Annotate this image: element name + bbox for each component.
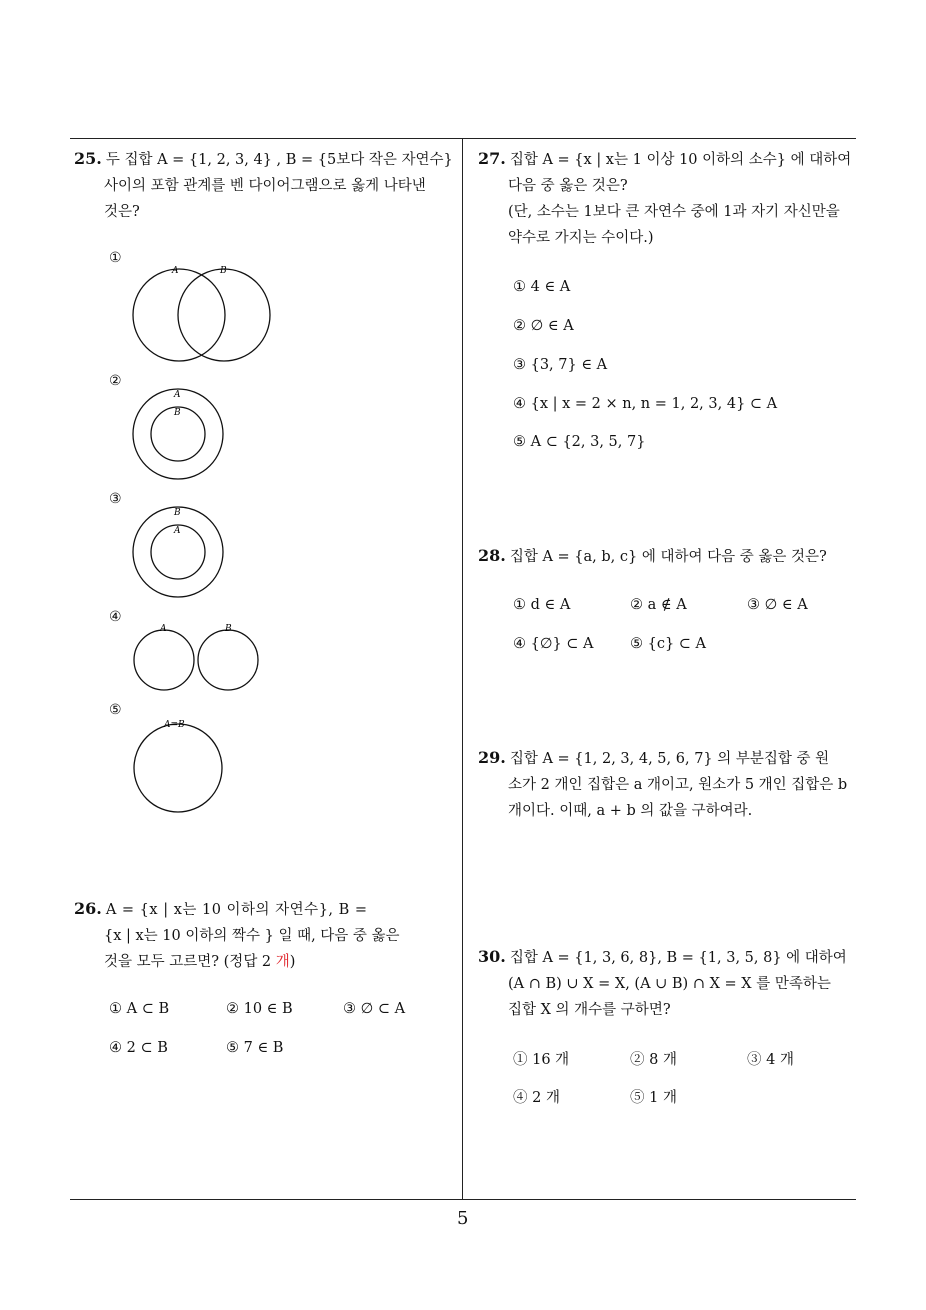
option-item[interactable]: ③ 4 개 <box>747 1052 794 1068</box>
set-label: A <box>172 266 179 276</box>
question-text: 다음 중 옳은 것은? <box>508 178 628 194</box>
question-text: (A ∩ B) ∪ X = X, (A ∪ B) ∩ X = X 를 만족하는 <box>508 976 831 992</box>
set-label: B <box>225 624 232 634</box>
question-29 <box>478 745 858 824</box>
venn-circle-b <box>178 269 270 361</box>
question-number: 28. <box>478 546 506 565</box>
option-item[interactable]: ④ {x | x = 2 × n, n = 1, 2, 3, 4} ⊂ A <box>513 396 778 412</box>
question-text: 개이다. 이때, a + b 의 값을 구하여라. <box>508 803 753 819</box>
question-text: 두 집합 A = {1, 2, 3, 4} , B = {5보다 작은 자연수} <box>105 152 453 168</box>
option-item[interactable]: ③ {3, 7} ∈ A <box>513 357 608 373</box>
question-text: (단, 소수는 1보다 큰 자연수 중에 1과 자기 자신만을 <box>508 204 840 220</box>
option-item[interactable]: ② 8 개 <box>630 1052 677 1068</box>
answer-count-highlight: 개 <box>275 954 290 970</box>
question-text: 집합 A = {x | x는 1 이상 10 이하의 소수} 에 대하여 <box>509 152 852 168</box>
question-text: 소가 2 개인 집합은 a 개이고, 원소가 5 개인 집합은 b <box>508 777 848 793</box>
question-27 <box>478 146 858 251</box>
set-label: A <box>160 624 167 634</box>
question-25 <box>74 146 459 225</box>
option-item[interactable]: ⑤ 7 ∈ B <box>226 1040 284 1056</box>
venn-circle-b <box>133 507 223 597</box>
option-item[interactable]: ② a ∉ A <box>630 597 687 613</box>
question-number: 30. <box>478 947 506 966</box>
top-rule <box>70 138 856 139</box>
question-text: A = {x | x는 10 이하의 자연수}, B = <box>105 902 368 918</box>
venn-diagram-a-in-b <box>128 502 228 602</box>
question-number: 29. <box>478 748 506 767</box>
venn-circle-a <box>134 630 194 690</box>
question-text: 집합 A = {a, b, c} 에 대하여 다음 중 옳은 것은? <box>509 549 827 565</box>
venn-circle-a <box>133 269 225 361</box>
option-marker[interactable]: ③ <box>109 491 122 507</box>
option-marker[interactable]: ② <box>109 373 122 389</box>
venn-diagram-overlap <box>128 262 276 366</box>
option-item[interactable]: ⑤ {c} ⊂ A <box>630 636 707 652</box>
venn-circle-b <box>198 630 258 690</box>
question-text: 집합 A = {1, 3, 6, 8}, B = {1, 3, 5, 8} 에 대하여 <box>509 950 847 966</box>
venn-diagram-equal <box>128 714 228 814</box>
set-label: B <box>174 408 181 418</box>
question-number: 25. <box>74 149 102 168</box>
bottom-rule <box>70 1199 856 1200</box>
set-label: B <box>174 508 181 518</box>
option-item[interactable]: ④ 2 개 <box>513 1090 560 1106</box>
venn-circle-a <box>133 389 223 479</box>
set-label: A <box>174 390 181 400</box>
option-item[interactable]: ② ∅ ∈ A <box>513 318 574 334</box>
question-26 <box>74 896 459 975</box>
option-item[interactable]: ③ ∅ ∈ A <box>747 597 808 613</box>
venn-diagram-disjoint <box>128 620 264 694</box>
set-label: A <box>174 526 181 536</box>
set-label: A=B <box>164 720 185 730</box>
question-text: 것을 모두 고르면? (정답 2 개) <box>104 954 296 970</box>
page-number: 5 <box>457 1208 469 1229</box>
option-item[interactable]: ⑤ A ⊂ {2, 3, 5, 7} <box>513 434 646 450</box>
option-item[interactable]: ⑤ 1 개 <box>630 1090 677 1106</box>
option-item[interactable]: ② 10 ∈ B <box>226 1001 293 1017</box>
question-text: 약수로 가지는 수이다.) <box>508 230 654 246</box>
option-item[interactable]: ① d ∈ A <box>513 597 571 613</box>
question-text: {x | x는 10 이하의 짝수 } 일 때, 다음 중 옳은 <box>104 928 400 944</box>
question-number: 27. <box>478 149 506 168</box>
question-28 <box>478 543 858 570</box>
option-item[interactable]: ① A ⊂ B <box>109 1001 170 1017</box>
question-number: 26. <box>74 899 102 918</box>
option-item[interactable]: ③ ∅ ⊂ A <box>343 1001 406 1017</box>
option-item[interactable]: ④ {∅} ⊂ A <box>513 636 594 652</box>
question-30 <box>478 944 858 1023</box>
set-label: B <box>220 266 227 276</box>
column-divider <box>462 138 463 1200</box>
option-item[interactable]: ① 16 개 <box>513 1052 570 1068</box>
question-text: 집합 A = {1, 2, 3, 4, 5, 6, 7} 의 부분집합 중 원 <box>509 751 830 767</box>
option-marker[interactable]: ⑤ <box>109 702 122 718</box>
option-item[interactable]: ① 4 ∈ A <box>513 279 571 295</box>
question-text: 사이의 포함 관계를 벤 다이어그램으로 옳게 나타낸 <box>104 178 426 194</box>
option-marker[interactable]: ① <box>109 250 122 266</box>
venn-diagram-b-in-a <box>128 384 228 484</box>
question-text: 것은? <box>104 204 140 220</box>
question-text: 집합 X 의 개수를 구하면? <box>508 1002 671 1018</box>
option-item[interactable]: ④ 2 ⊂ B <box>109 1040 168 1056</box>
option-marker[interactable]: ④ <box>109 609 122 625</box>
venn-circle-a-equals-b <box>134 724 222 812</box>
